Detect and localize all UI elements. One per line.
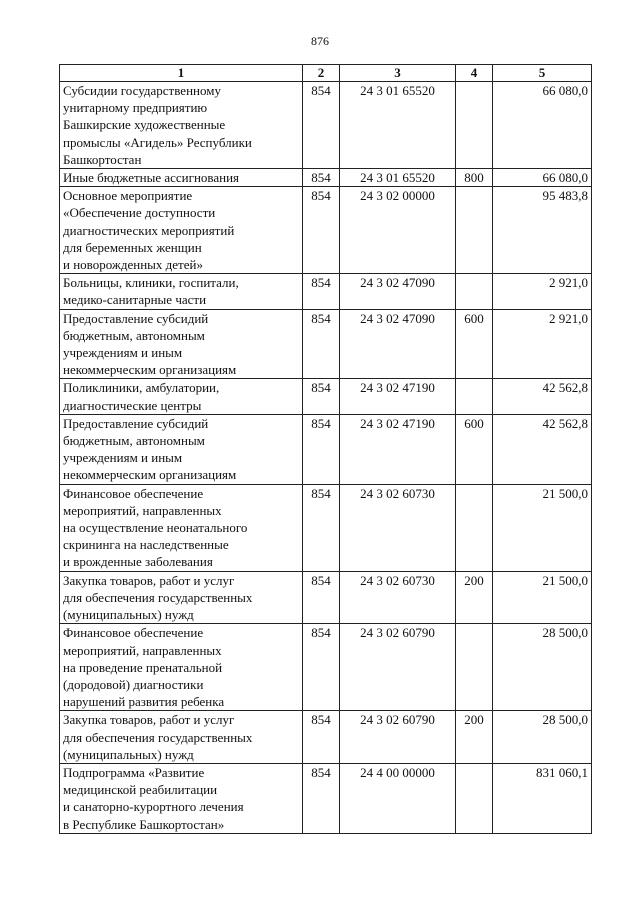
cell-name-line: промыслы «Агидель» Республики xyxy=(63,134,252,150)
cell-name xyxy=(60,484,303,571)
cell-sum: 21 500,0 xyxy=(493,484,592,571)
cell-sum: 95 483,8 xyxy=(493,187,592,274)
cell-sum: 66 080,0 xyxy=(493,82,592,169)
table-row xyxy=(60,484,592,571)
cell-ved: 854 xyxy=(303,309,340,379)
cell-name-line: Финансовое обеспечение xyxy=(63,625,204,641)
cell-name-line: скрининга на наследственные xyxy=(63,537,229,553)
cell-name-line: нарушений развития ребенка xyxy=(63,694,225,710)
cell-name-line: и врожденные заболевания xyxy=(63,554,213,570)
cell-csr: 24 3 02 60790 xyxy=(340,711,456,764)
cell-name-line: на осуществление неонатального xyxy=(63,520,248,536)
cell-csr: 24 3 01 65520 xyxy=(340,169,456,187)
cell-name-line: Закупка товаров, работ и услуг xyxy=(63,712,235,728)
cell-sum: 42 562,8 xyxy=(493,379,592,414)
cell-ved: 854 xyxy=(303,379,340,414)
cell-name-line: некоммерческим организациям xyxy=(63,467,237,483)
cell-ved: 854 xyxy=(303,484,340,571)
cell-sum: 28 500,0 xyxy=(493,624,592,711)
cell-name xyxy=(60,763,303,833)
cell-vr: 600 xyxy=(456,414,493,484)
cell-sum: 831 060,1 xyxy=(493,763,592,833)
cell-name-line: Подпрограмма «Развитие xyxy=(63,764,205,780)
cell-csr: 24 3 02 00000 xyxy=(340,187,456,274)
cell-name-line: «Обеспечение доступности xyxy=(63,205,216,221)
table-row xyxy=(60,274,592,309)
table-row xyxy=(60,169,592,187)
table-row xyxy=(60,379,592,414)
table-row xyxy=(60,571,592,624)
cell-name xyxy=(60,379,303,414)
budget-table xyxy=(59,64,592,834)
cell-name-line: Предоставление субсидий xyxy=(63,310,209,326)
header-cell-ved: 2 xyxy=(303,65,340,82)
cell-vr xyxy=(456,484,493,571)
cell-name-line: мероприятий, направленных xyxy=(63,502,222,518)
cell-vr xyxy=(456,379,493,414)
cell-vr: 600 xyxy=(456,309,493,379)
cell-vr: 200 xyxy=(456,711,493,764)
cell-name-line: Финансовое обеспечение xyxy=(63,485,204,501)
cell-name-line: в Республике Башкортостан» xyxy=(63,816,225,832)
cell-sum: 28 500,0 xyxy=(493,711,592,764)
cell-ved: 854 xyxy=(303,414,340,484)
header-cell-name: 1 xyxy=(60,65,303,82)
cell-name xyxy=(60,571,303,624)
cell-csr: 24 3 02 60730 xyxy=(340,484,456,571)
cell-vr: 800 xyxy=(456,169,493,187)
cell-name-line: (дородовой) диагностики xyxy=(63,676,204,692)
cell-name-line: для обеспечения государственных xyxy=(63,729,253,745)
cell-name-line: для обеспечения государственных xyxy=(63,589,253,605)
cell-vr xyxy=(456,82,493,169)
cell-csr: 24 3 02 60730 xyxy=(340,571,456,624)
table-row xyxy=(60,309,592,379)
cell-ved: 854 xyxy=(303,187,340,274)
cell-name-line: Предоставление субсидий xyxy=(63,415,209,431)
cell-name-line: медико-санитарные части xyxy=(63,292,207,308)
cell-csr: 24 3 01 65520 xyxy=(340,82,456,169)
cell-name-line: Основное мероприятие xyxy=(63,188,193,204)
header-cell-sum: 5 xyxy=(493,65,592,82)
table-row xyxy=(60,414,592,484)
cell-ved: 854 xyxy=(303,624,340,711)
cell-name-line: и санаторно-курортного лечения xyxy=(63,799,244,815)
cell-csr: 24 3 02 47190 xyxy=(340,379,456,414)
table-row xyxy=(60,624,592,711)
cell-name-line: Субсидии государственному xyxy=(63,83,221,98)
cell-ved: 854 xyxy=(303,763,340,833)
cell-sum: 2 921,0 xyxy=(493,309,592,379)
cell-vr: 200 xyxy=(456,571,493,624)
cell-ved: 854 xyxy=(303,169,340,187)
cell-name-line: и новорожденных детей» xyxy=(63,257,203,273)
cell-ved: 854 xyxy=(303,274,340,309)
cell-name xyxy=(60,624,303,711)
cell-csr: 24 3 02 47090 xyxy=(340,309,456,379)
cell-name-line: медицинской реабилитации xyxy=(63,782,218,798)
cell-vr xyxy=(456,763,493,833)
cell-name-line: бюджетным, автономным xyxy=(63,327,205,343)
cell-name-line: диагностические центры xyxy=(63,397,202,413)
cell-name-line: для беременных женщин xyxy=(63,239,202,255)
page-number: 876 xyxy=(311,34,329,48)
cell-name xyxy=(60,169,303,187)
cell-sum: 42 562,8 xyxy=(493,414,592,484)
cell-csr: 24 4 00 00000 xyxy=(340,763,456,833)
cell-name-line: (муниципальных) нужд xyxy=(63,607,194,623)
cell-name-line: бюджетным, автономным xyxy=(63,433,205,449)
cell-ved: 854 xyxy=(303,571,340,624)
cell-name-line: Башкирские художественные xyxy=(63,117,226,133)
cell-name-line: Больницы, клиники, госпитали, xyxy=(63,275,239,291)
cell-ved: 854 xyxy=(303,82,340,169)
table-body xyxy=(60,82,592,834)
cell-vr xyxy=(456,274,493,309)
cell-name-line: Башкортостан xyxy=(63,151,142,167)
cell-name-line: Закупка товаров, работ и услуг xyxy=(63,572,235,588)
cell-name xyxy=(60,82,303,169)
table-row xyxy=(60,187,592,274)
table-row xyxy=(60,763,592,833)
cell-sum: 2 921,0 xyxy=(493,274,592,309)
cell-name-line: (муниципальных) нужд xyxy=(63,746,194,762)
header-cell-vr: 4 xyxy=(456,65,493,82)
cell-name xyxy=(60,187,303,274)
cell-sum: 66 080,0 xyxy=(493,169,592,187)
cell-sum: 21 500,0 xyxy=(493,571,592,624)
cell-name-line: Поликлиники, амбулатории, xyxy=(63,380,220,396)
cell-csr: 24 3 02 47190 xyxy=(340,414,456,484)
cell-vr xyxy=(456,187,493,274)
cell-name-line: учреждениям и иным xyxy=(63,345,183,361)
table-row xyxy=(60,711,592,764)
cell-name-line: некоммерческим организациям xyxy=(63,362,237,378)
cell-name-line: на проведение пренатальной xyxy=(63,659,223,675)
cell-name-line: учреждениям и иным xyxy=(63,450,183,466)
cell-vr xyxy=(456,624,493,711)
header-cell-csr: 3 xyxy=(340,65,456,82)
cell-name xyxy=(60,414,303,484)
table-header-row xyxy=(60,65,592,82)
cell-csr: 24 3 02 47090 xyxy=(340,274,456,309)
cell-ved: 854 xyxy=(303,711,340,764)
cell-name xyxy=(60,711,303,764)
cell-name xyxy=(60,309,303,379)
cell-name-line: мероприятий, направленных xyxy=(63,642,222,658)
cell-name-line: диагностических мероприятий xyxy=(63,222,235,238)
cell-name-line: унитарному предприятию xyxy=(63,100,208,116)
cell-name-line: Иные бюджетные ассигнования xyxy=(63,170,240,186)
cell-csr: 24 3 02 60790 xyxy=(340,624,456,711)
table-row xyxy=(60,82,592,169)
cell-name xyxy=(60,274,303,309)
